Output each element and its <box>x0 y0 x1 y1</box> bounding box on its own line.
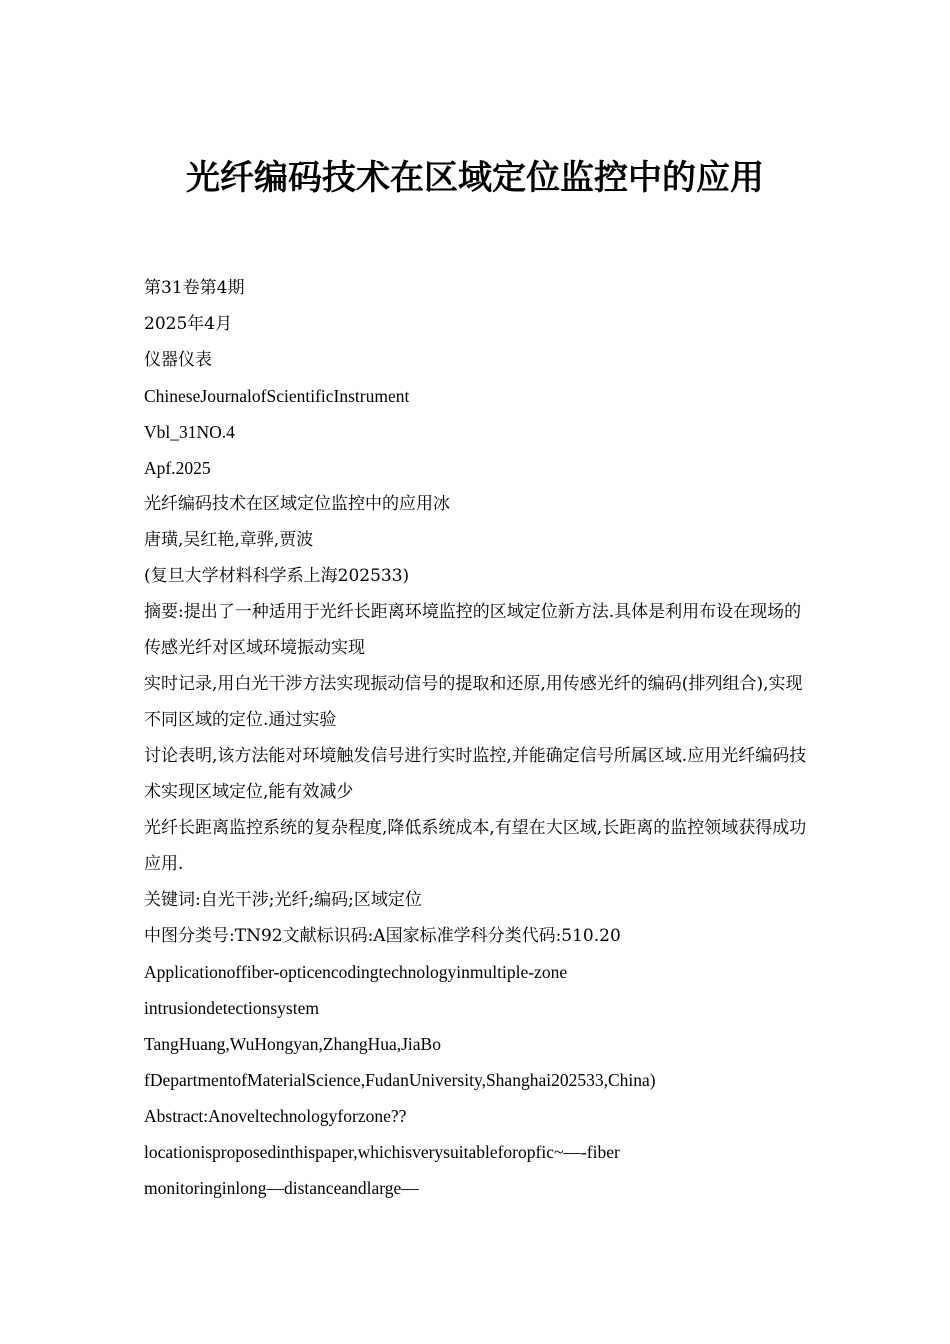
abstract-en-line-2: locationisproposedinthispaper,whichisverysuitableforopfic~—-fiber <box>144 1142 620 1162</box>
authors-en: TangHuang,WuHongyan,ZhangHua,JiaBo <box>144 1034 441 1054</box>
article-title-en-line-1: Applicationoffiber-opticencodingtechnologyinmultiple-zone <box>144 962 568 982</box>
journal-name-en: ChineseJournalofScientificInstrument <box>144 386 410 406</box>
authors-cn: 唐璜,吴红艳,章骅,贾波 <box>144 530 314 550</box>
paper-body <box>144 270 810 1206</box>
volume-issue: 第31卷第4期 <box>144 278 245 298</box>
classification-codes: 中图分类号:TN92文献标识码:A国家标准学科分类代码:510.20 <box>144 926 621 946</box>
abstract-cn-paragraph-4: 光纤长距离监控系统的复杂程度,降低系统成本,有望在大区域,长距离的监控领域获得成功应用. <box>144 818 807 874</box>
publication-date-en: Apf.2025 <box>144 458 211 478</box>
abstract-cn-paragraph-3: 讨论表明,该方法能对环境触发信号进行实时监控,并能确定信号所属区域.应用光纤编码技术实现区域定位,能有效减少 <box>144 746 807 802</box>
affiliation-en: fDepartmentofMaterialScience,FudanUniversity,Shanghai202533,China) <box>144 1070 656 1090</box>
keywords-cn: 关键词:自光干涉;光纤;编码;区域定位 <box>144 890 422 910</box>
article-title-cn: 光纤编码技术在区域定位监控中的应用冰 <box>144 494 450 514</box>
abstract-cn-paragraph-2: 实时记录,用白光干涉方法实现振动信号的提取和还原,用传感光纤的编码(排列组合),实现不同区域的定位.通过实验 <box>144 674 803 730</box>
paper-title: 光纤编码技术在区域定位监控中的应用 <box>186 158 764 198</box>
affiliation-cn: (复旦大学材料科学系上海202533) <box>144 566 410 586</box>
abstract-en-line-1: Abstract:Anoveltechnologyforzone?? <box>144 1106 407 1126</box>
volume-issue-en: Vbl_31NO.4 <box>144 422 235 442</box>
journal-name-cn: 仪器仪表 <box>144 350 212 370</box>
publication-date: 2025年4月 <box>144 314 233 334</box>
article-title-en-line-2: intrusiondetectionsystem <box>144 998 319 1018</box>
abstract-cn-paragraph-1: 摘要:提出了一种适用于光纤长距离环境监控的区域定位新方法.具体是利用布设在现场的传感光纤对区域环境振动实现 <box>144 602 802 658</box>
abstract-en-line-3: monitoringinlong—distanceandlarge— <box>144 1178 419 1198</box>
